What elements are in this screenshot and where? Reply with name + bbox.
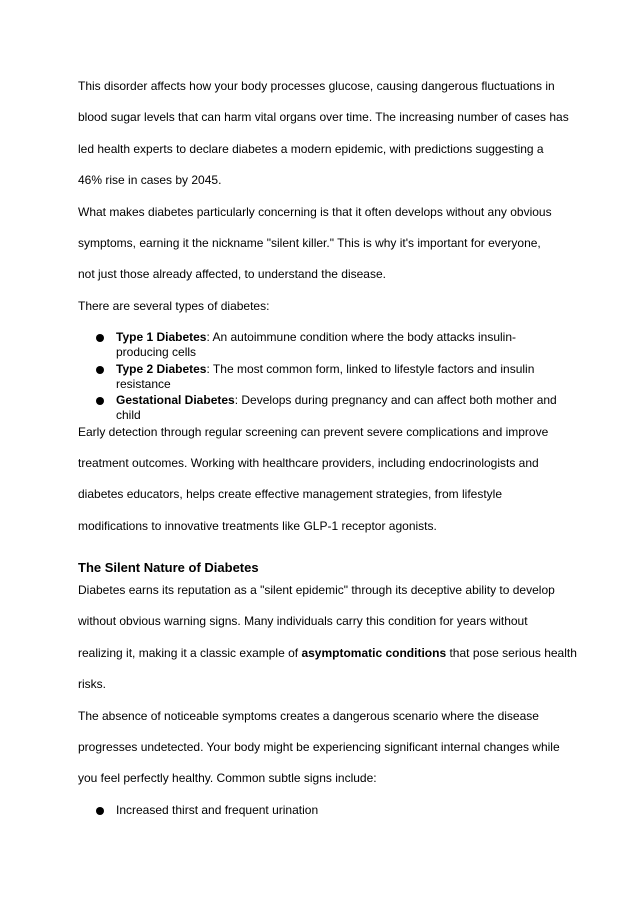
bullet-icon [96, 807, 104, 815]
list-item-desc: producing cells [116, 345, 197, 359]
paragraph-line: progresses undetected. Your body might be experiencing significant internal changes while [78, 740, 560, 754]
list-item-desc: : Develops during pregnancy and can affect both mother and [234, 393, 557, 407]
paragraph-line: This disorder affects how your body processes glucose, causing dangerous fluctuations in [78, 79, 555, 93]
paragraph-line: What makes diabetes particularly concerning is that it often develops without any obvious [78, 205, 552, 219]
paragraph-line: without obvious warning signs. Many individuals carry this condition for years without [78, 614, 528, 628]
paragraph-line: realizing it, making it a classic example of asymptomatic conditions that pose serious health [78, 646, 577, 660]
bullet-icon [96, 397, 104, 405]
paragraph-line: The absence of noticeable symptoms creates a dangerous scenario where the disease [78, 709, 539, 723]
paragraph-line: 46% rise in cases by 2045. [78, 173, 222, 187]
list-item-text: Increased thirst and frequent urination [116, 803, 319, 817]
list-item-term: Gestational Diabetes [116, 393, 235, 407]
paragraph-line: There are several types of diabetes: [78, 299, 270, 313]
paragraph-line: modifications to innovative treatments like GLP-1 receptor agonists. [78, 519, 437, 533]
paragraph-line: diabetes educators, helps create effective management strategies, from lifestyle [78, 487, 503, 501]
paragraph-line: led health experts to declare diabetes a modern epidemic, with predictions suggesting a [78, 142, 544, 156]
paragraph-line: risks. [78, 677, 106, 691]
list-item-desc: child [116, 408, 141, 422]
paragraph-line: symptoms, earning it the nickname "silent killer." This is why it's important for everyone, [78, 236, 541, 250]
paragraph-line: Diabetes earns its reputation as a "silent epidemic" through its deceptive ability to develop [78, 583, 555, 597]
list-item-term: Type 2 Diabetes [116, 362, 207, 376]
paragraph-line: treatment outcomes. Working with healthcare providers, including endocrinologists and [78, 456, 539, 470]
bullet-icon [96, 366, 104, 374]
paragraph-line: not just those already affected, to understand the disease. [78, 267, 386, 281]
section-heading: The Silent Nature of Diabetes [78, 560, 259, 575]
paragraph-line: blood sugar levels that can harm vital organs over time. The increasing number of cases has [78, 110, 569, 124]
bullet-icon [96, 334, 104, 342]
paragraph-line: Early detection through regular screening can prevent severe complications and improve [78, 425, 549, 439]
list-item-desc: resistance [116, 377, 171, 391]
paragraph-line: you feel perfectly healthy. Common subtle signs include: [78, 771, 377, 785]
list-item-desc: : The most common form, linked to lifestyle factors and insulin [206, 362, 535, 376]
emphasis-text: asymptomatic conditions [301, 646, 447, 660]
list-item-desc: : An autoimmune condition where the body attacks insulin- [206, 330, 516, 344]
list-item-term: Type 1 Diabetes [116, 330, 207, 344]
